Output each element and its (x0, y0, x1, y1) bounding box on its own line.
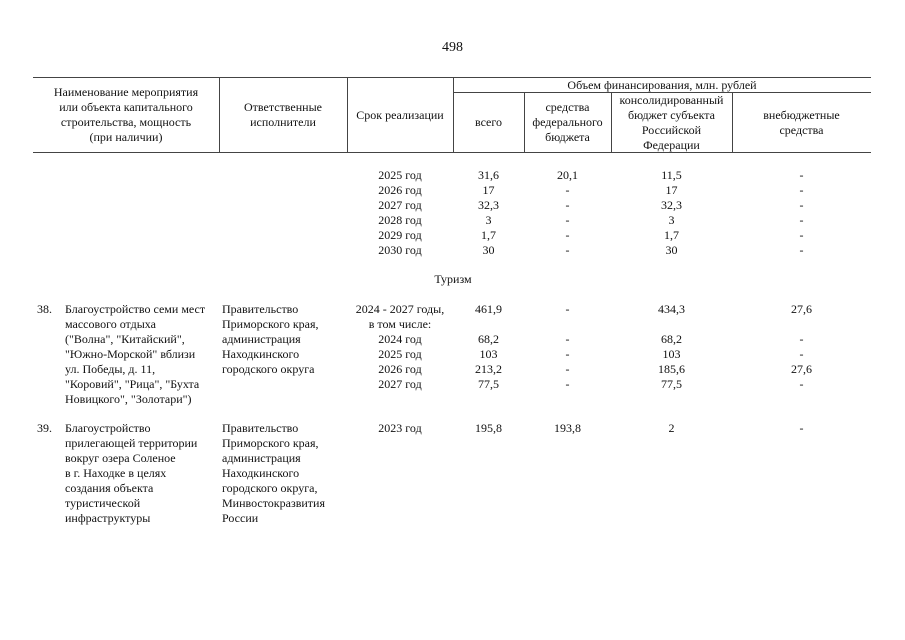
header-name-line: строительства, мощность (60, 115, 192, 129)
item-name-line: "Коровий", "Рица", "Бухта (65, 377, 200, 391)
header-bottom-rule (33, 152, 871, 153)
item-executors-line: городского округа, (222, 481, 318, 495)
header-consolidated-line: Федерации (643, 138, 700, 152)
item-name (65, 302, 205, 407)
table-row-period: 2027 год (378, 198, 422, 212)
item-executors-line: городского округа (222, 362, 315, 376)
table-cell-consolidated: 68,2 (661, 332, 682, 346)
table-cell-extrabudget: - (799, 243, 804, 257)
item-name-line: инфраструктуры (65, 511, 151, 525)
table-cell-total: 77,5 (478, 377, 499, 391)
table-cell-total: 32,3 (478, 198, 499, 212)
table-cell-consolidated: 11,5 (661, 168, 682, 182)
item-total-column (453, 421, 524, 436)
header-extrabudget-column (732, 108, 871, 138)
item-executors (222, 421, 325, 526)
table-cell-extrabudget: 27,6 (791, 302, 812, 316)
table-cell-consolidated: 185,6 (658, 362, 685, 376)
table-row-period: в том числе: (368, 317, 432, 331)
header-consolidated-line: бюджет субъекта (627, 108, 715, 122)
continuation-federal-column (524, 168, 611, 258)
header-name-line: (при наличии) (89, 130, 163, 144)
header-executors-line: исполнители (250, 115, 316, 129)
table-cell-extrabudget: - (799, 198, 804, 212)
table-cell-federal: - (565, 347, 570, 361)
table-cell-federal: 20,1 (557, 168, 578, 182)
item-number: 39. (37, 421, 52, 435)
header-extrabudget-line: средства (779, 123, 824, 137)
table-cell-extrabudget: - (799, 228, 804, 242)
continuation-period-column (347, 168, 453, 258)
table-cell-consolidated: 103 (662, 347, 681, 361)
table-cell-federal: - (565, 228, 570, 242)
item-name-line: прилегающей территории (65, 436, 198, 450)
header-total-column (453, 115, 524, 130)
table-cell-consolidated: 17 (665, 183, 678, 197)
item-executors-line: Приморского края, (222, 317, 319, 331)
page-number: 498 (442, 40, 463, 55)
table-cell-total (453, 317, 524, 332)
table-cell-extrabudget: - (799, 421, 804, 435)
table-cell-consolidated: 77,5 (661, 377, 682, 391)
table-cell-extrabudget (732, 317, 871, 332)
table-cell-extrabudget: - (799, 332, 804, 346)
item-name-line: Благоустройство семи мест (65, 302, 206, 316)
header-consolidated-line: консолидированный (619, 93, 724, 107)
item-name-line: ("Волна", "Китайский", (65, 332, 185, 346)
table-row-period: 2028 год (378, 213, 422, 227)
header-federal-column (524, 100, 611, 145)
header-total-label: всего (474, 115, 503, 129)
header-funding-group (453, 78, 871, 93)
item-name-line: Благоустройство (65, 421, 151, 435)
table-cell-consolidated: 30 (665, 243, 678, 257)
table-cell-total: 1,7 (481, 228, 496, 242)
item-executors-line: Правительство (222, 421, 299, 435)
item-period-column (347, 421, 453, 436)
table-cell-federal: - (565, 183, 570, 197)
item-executors-line: администрация (222, 451, 301, 465)
table-cell-consolidated: 32,3 (661, 198, 682, 212)
table-cell-consolidated: 434,3 (658, 302, 685, 316)
item-name-line: массового отдыха (65, 317, 156, 331)
item-total-column (453, 302, 524, 392)
table-cell-extrabudget: - (799, 213, 804, 227)
header-federal-line: средства (545, 100, 590, 114)
header-consolidated-line: Российской (641, 123, 702, 137)
table-cell-federal (524, 317, 611, 332)
item-name (65, 421, 197, 526)
table-cell-federal: - (565, 332, 570, 346)
table-row-period: 2024 год (378, 332, 422, 346)
header-period-label: Срок реализации (356, 108, 444, 122)
table-row-period: 2030 год (378, 243, 422, 257)
table-cell-federal: - (565, 198, 570, 212)
table-cell-extrabudget: - (799, 377, 804, 391)
header-extrabudget-line: внебюджетные (763, 108, 840, 122)
item-executors-line: Находкинского (222, 466, 300, 480)
header-name-line: Наименование мероприятия (53, 85, 199, 99)
item-executors (222, 302, 319, 377)
item-executors-line: России (222, 511, 259, 525)
header-federal-line: федерального (532, 115, 603, 129)
table-cell-federal: - (565, 377, 570, 391)
table-cell-total: 213,2 (475, 362, 502, 376)
item-executors-line: Приморского края, (222, 436, 319, 450)
header-name-line: или объекта капитального (59, 100, 193, 114)
item-number: 38. (37, 302, 52, 316)
header-name-column (33, 85, 219, 145)
continuation-extrabudget-column (732, 168, 871, 258)
table-row-period: 2023 год (378, 421, 422, 435)
item-federal-column (524, 421, 611, 436)
item-executors-line: Минвостокразвития (222, 496, 325, 510)
item-executors-line: Находкинского (222, 347, 300, 361)
table-cell-consolidated: 2 (668, 421, 675, 435)
table-cell-federal: - (565, 362, 570, 376)
table-cell-total: 30 (482, 243, 495, 257)
item-federal-column (524, 302, 611, 392)
item-name-line: создания объекта (65, 481, 154, 495)
table-cell-extrabudget: - (799, 347, 804, 361)
table-row-period: 2025 год (378, 168, 422, 182)
continuation-total-column (453, 168, 524, 258)
header-consolidated-column (611, 93, 732, 153)
header-funding-label: Объем финансирования, млн. рублей (567, 78, 757, 92)
table-row-period: 2025 год (378, 347, 422, 361)
item-consolidated-column (611, 302, 732, 392)
item-extrabudget-column (732, 302, 871, 392)
table-row-period: 2026 год (378, 183, 422, 197)
header-federal-line: бюджета (545, 130, 590, 144)
table-cell-total: 103 (479, 347, 498, 361)
item-executors-line: Правительство (222, 302, 299, 316)
table-cell-extrabudget: 27,6 (791, 362, 812, 376)
table-cell-federal: - (565, 213, 570, 227)
continuation-consolidated-column (611, 168, 732, 258)
item-name-line: "Южно-Морской" вблизи (65, 347, 196, 361)
header-period-column (347, 108, 453, 123)
item-consolidated-column (611, 421, 732, 436)
table-cell-federal: - (565, 302, 570, 316)
section-title: Туризм (434, 272, 472, 286)
table-cell-total: 195,8 (475, 421, 502, 435)
item-name-line: в г. Находке в целях (65, 466, 167, 480)
table-cell-consolidated: 3 (668, 213, 675, 227)
table-row-period: 2027 год (378, 377, 422, 391)
item-name-line: вокруг озера Соленое (65, 451, 176, 465)
item-name-line: Новицкого", "Золотари") (65, 392, 192, 406)
item-executors-line: администрация (222, 332, 301, 346)
table-cell-total: 3 (485, 213, 492, 227)
table-row-period: 2029 год (378, 228, 422, 242)
table-cell-consolidated (611, 317, 732, 332)
table-cell-extrabudget: - (799, 183, 804, 197)
table-cell-federal: 193,8 (554, 421, 581, 435)
item-period-column (347, 302, 453, 392)
table-row-period: 2026 год (378, 362, 422, 376)
table-cell-total: 68,2 (478, 332, 499, 346)
table-cell-total: 17 (482, 183, 495, 197)
header-executors-line: Ответственные (244, 100, 322, 114)
item-name-line: ул. Победы, д. 11, (65, 362, 156, 376)
table-cell-total: 461,9 (475, 302, 502, 316)
table-row-period: 2024 - 2027 годы, (355, 302, 445, 316)
table-cell-extrabudget: - (799, 168, 804, 182)
item-extrabudget-column (732, 421, 871, 436)
header-executors-column (219, 100, 347, 130)
table-cell-federal: - (565, 243, 570, 257)
table-cell-consolidated: 1,7 (664, 228, 679, 242)
table-cell-total: 31,6 (478, 168, 499, 182)
item-name-line: туристической (65, 496, 141, 510)
